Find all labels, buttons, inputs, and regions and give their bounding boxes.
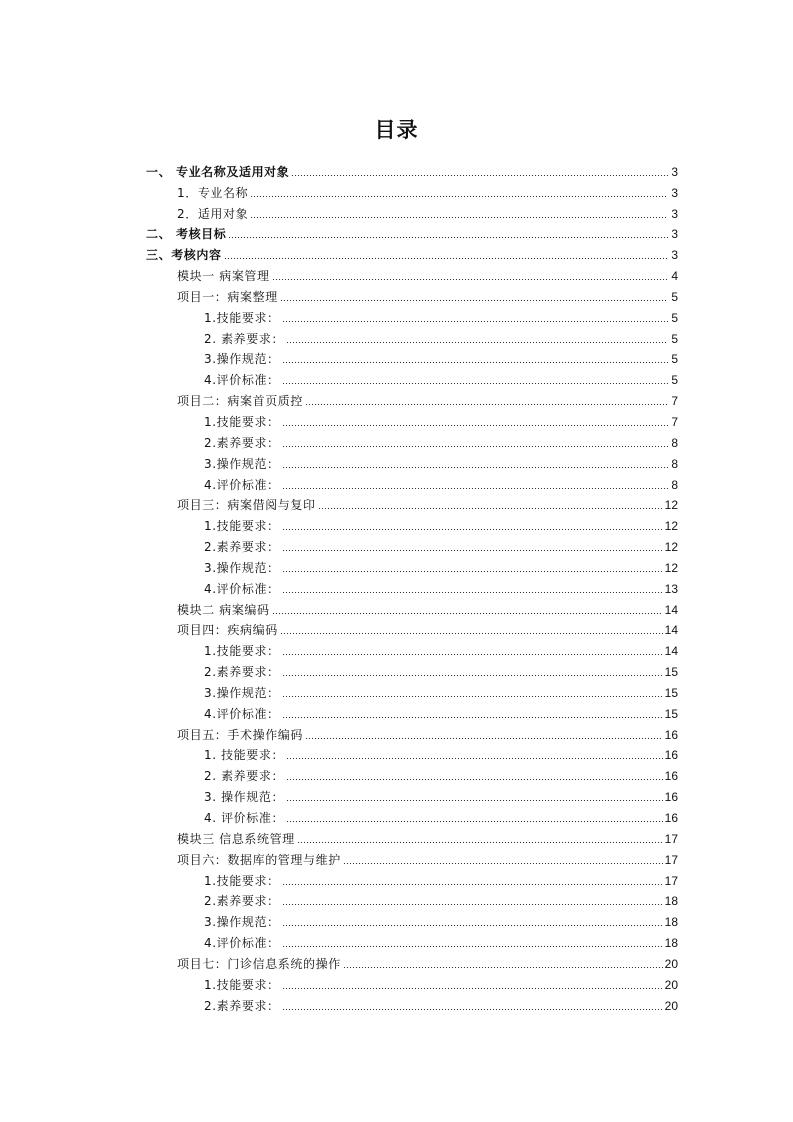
- toc-entry[interactable]: [146, 721, 678, 742]
- toc-entry-label: 4.评价标准：: [204, 581, 280, 596]
- toc-entry-label: 4.评价标准：: [204, 477, 280, 492]
- toc-page-number: 20: [664, 956, 678, 971]
- toc-entry[interactable]: [146, 575, 678, 596]
- toc-dot-leader: [280, 300, 668, 301]
- toc-entry-label: 2. 素养要求：: [204, 331, 285, 346]
- toc-entry[interactable]: [146, 533, 678, 554]
- toc-entry[interactable]: [146, 679, 678, 700]
- toc-entry-label: 1.技能要求：: [204, 414, 280, 429]
- toc-entry-label: 项目三：病案借阅与复印: [177, 498, 316, 513]
- toc-dot-leader: [286, 800, 663, 801]
- toc-entry[interactable]: [146, 617, 678, 638]
- toc-entry-label: 1.技能要求：: [204, 977, 280, 992]
- toc-page-number: 8: [671, 477, 678, 492]
- toc-dot-leader: [282, 988, 663, 989]
- toc-entry-label: 1. 技能要求：: [204, 748, 285, 763]
- toc-dot-leader: [291, 175, 668, 176]
- toc-page-number: 14: [664, 602, 678, 617]
- toc-dot-leader: [282, 446, 668, 447]
- toc-dot-leader: [282, 321, 668, 322]
- toc-page-number: 8: [671, 435, 678, 450]
- toc-entry[interactable]: [146, 888, 678, 909]
- toc-entry-label: 3.操作规范：: [204, 685, 280, 700]
- toc-entry[interactable]: [146, 554, 678, 575]
- toc-dot-leader: [250, 217, 668, 218]
- toc-dot-leader: [282, 425, 668, 426]
- toc-entry[interactable]: [146, 492, 678, 513]
- toc-entry-label: 2.素养要求：: [204, 435, 280, 450]
- toc-entry[interactable]: [146, 387, 678, 408]
- toc-page-number: 13: [664, 581, 678, 596]
- toc-page-number: 12: [664, 540, 678, 555]
- toc-page-number: 8: [671, 456, 678, 471]
- toc-page-number: 17: [664, 852, 678, 867]
- toc-entry[interactable]: [146, 658, 678, 679]
- toc-dot-leader: [318, 508, 663, 509]
- toc-entry[interactable]: [146, 408, 678, 429]
- toc-entry-label: 项目五：手术操作编码: [177, 727, 304, 742]
- toc-dot-leader: [282, 1009, 663, 1010]
- toc-page-number: 17: [664, 831, 678, 846]
- toc-entry-label: 1.技能要求：: [204, 310, 280, 325]
- toc-entry-label: 4.评价标准：: [204, 936, 280, 951]
- toc-entry-label: 3.操作规范：: [204, 456, 280, 471]
- toc-entry[interactable]: [146, 200, 678, 221]
- toc-entry-label: 项目四：疾病编码: [177, 623, 278, 638]
- toc-dot-leader: [282, 884, 663, 885]
- toc-page-number: 14: [664, 644, 678, 659]
- toc-dot-leader: [282, 696, 663, 697]
- toc-entry-label: 2．适用对象: [177, 206, 249, 221]
- toc-page-number: 16: [664, 769, 678, 784]
- toc-entry[interactable]: [146, 471, 678, 492]
- toc-entry[interactable]: [146, 908, 678, 929]
- toc-page-number: 18: [664, 894, 678, 909]
- toc-page-number: 16: [664, 790, 678, 805]
- toc-entry[interactable]: [146, 429, 678, 450]
- toc-dot-leader: [282, 592, 663, 593]
- toc-entry-label: 2.素养要求：: [204, 540, 280, 555]
- toc-entry[interactable]: [146, 366, 678, 387]
- toc-entry-label: 2.素养要求：: [204, 998, 280, 1013]
- toc-entry-label: 2.素养要求：: [204, 894, 280, 909]
- toc-entry[interactable]: [146, 221, 678, 242]
- toc-page-number: 3: [671, 227, 678, 242]
- toc-entry[interactable]: [146, 804, 678, 825]
- toc-dot-leader: [305, 404, 668, 405]
- toc-page-number: 15: [664, 685, 678, 700]
- toc-page-number: 5: [671, 289, 678, 304]
- toc-entry-label: 1.技能要求：: [204, 873, 280, 888]
- toc-entry-label: 项目六：数据库的管理与维护: [177, 852, 341, 867]
- toc-page-number: 15: [664, 665, 678, 680]
- toc-dot-leader: [282, 362, 668, 363]
- toc-dot-leader: [282, 675, 663, 676]
- toc-entry-label: 1．专业名称: [177, 185, 249, 200]
- toc-entry-label: 3. 操作规范：: [204, 790, 285, 805]
- toc-page-number: 16: [664, 811, 678, 825]
- toc-dot-leader: [282, 488, 668, 489]
- toc-dot-leader: [343, 967, 663, 968]
- toc-page-number: 12: [664, 560, 678, 575]
- toc-dot-leader: [286, 342, 668, 343]
- toc-page-number: 18: [664, 936, 678, 951]
- toc-entry[interactable]: [146, 596, 678, 617]
- toc-entry[interactable]: [146, 450, 678, 471]
- toc-entry[interactable]: [146, 325, 678, 346]
- toc-dot-leader: [282, 529, 663, 530]
- toc-dot-leader: [282, 550, 663, 551]
- toc-page-number: 16: [664, 727, 678, 742]
- toc-dot-leader: [297, 842, 663, 843]
- toc-entry-label: 4.评价标准：: [204, 373, 280, 388]
- toc-page-number: 7: [671, 414, 678, 429]
- toc-entry[interactable]: [146, 262, 678, 283]
- toc-entry[interactable]: [146, 929, 678, 950]
- toc-entry[interactable]: [146, 867, 678, 888]
- toc-entry[interactable]: [146, 825, 678, 846]
- toc-entry-label: 三、考核内容: [146, 248, 222, 263]
- toc-page-number: 16: [664, 748, 678, 763]
- toc-entry[interactable]: [146, 637, 678, 658]
- toc-page-number: 17: [664, 873, 678, 888]
- toc-entry-label: 二、 考核目标: [146, 227, 227, 242]
- toc-page-number: 20: [664, 998, 678, 1013]
- toc-dot-leader: [282, 467, 668, 468]
- toc-dot-leader: [282, 904, 663, 905]
- toc-page-number: 7: [671, 394, 678, 409]
- toc-entry[interactable]: [146, 512, 678, 533]
- toc-entry-label: 模块三 信息系统管理: [177, 831, 295, 846]
- toc-entry-label: 4.评价标准：: [204, 706, 280, 721]
- toc-page-number: 12: [664, 519, 678, 534]
- page-title: 目录: [374, 118, 419, 143]
- toc-dot-leader: [280, 633, 663, 634]
- toc-entry-label: 项目二：病案首页质控: [177, 394, 304, 409]
- toc-page-number: 3: [671, 185, 678, 200]
- toc-page-number: 20: [664, 977, 678, 992]
- toc-dot-leader: [282, 571, 663, 572]
- toc-page-number: 12: [664, 498, 678, 513]
- toc-entry-label: 一、 专业名称及适用对象: [146, 164, 290, 179]
- toc-entry-label: 3.操作规范：: [204, 915, 280, 930]
- toc-entry-label: 模块一 病案管理: [177, 269, 270, 284]
- toc-entry[interactable]: [146, 304, 678, 325]
- toc-dot-leader: [343, 863, 663, 864]
- toc-page-number: 5: [671, 373, 678, 388]
- toc-dot-leader: [282, 717, 663, 718]
- toc-entry[interactable]: [146, 783, 678, 804]
- toc-entry-label: 1.技能要求：: [204, 519, 280, 534]
- toc-dot-leader: [286, 758, 663, 759]
- toc-entry[interactable]: [146, 762, 678, 783]
- toc-entry[interactable]: [146, 241, 678, 262]
- table-of-contents: [146, 158, 678, 1013]
- toc-entry-label: 项目七：门诊信息系统的操作: [177, 956, 341, 971]
- toc-entry-label: 1.技能要求：: [204, 644, 280, 659]
- toc-page-number: 3: [671, 206, 678, 221]
- toc-dot-leader: [286, 821, 663, 822]
- toc-dot-leader: [282, 946, 663, 947]
- toc-dot-leader: [305, 738, 663, 739]
- toc-dot-leader: [282, 383, 668, 384]
- toc-page-number: 18: [664, 915, 678, 930]
- toc-entry-label: 项目一：病案整理: [177, 289, 278, 304]
- toc-dot-leader: [228, 237, 668, 238]
- toc-entry[interactable]: [146, 950, 678, 971]
- toc-entry[interactable]: [146, 992, 678, 1013]
- toc-entry-label: 2.素养要求：: [204, 665, 280, 680]
- toc-entry-label: 4. 评价标准：: [204, 811, 285, 825]
- toc-page-number: 5: [671, 331, 678, 346]
- toc-dot-leader: [286, 779, 663, 780]
- toc-dot-leader: [272, 279, 668, 280]
- toc-page-number: 3: [671, 164, 678, 179]
- toc-entry[interactable]: [146, 742, 678, 763]
- toc-entry[interactable]: [146, 283, 678, 304]
- toc-dot-leader: [272, 613, 663, 614]
- toc-entry-label: 3.操作规范：: [204, 560, 280, 575]
- toc-entry[interactable]: [146, 846, 678, 867]
- toc-page-number: 5: [671, 352, 678, 367]
- toc-dot-leader: [250, 196, 668, 197]
- toc-dot-leader: [282, 925, 663, 926]
- toc-page-number: 14: [664, 623, 678, 638]
- toc-page-number: 5: [671, 310, 678, 325]
- toc-dot-leader: [282, 654, 663, 655]
- toc-dot-leader: [224, 258, 668, 259]
- toc-entry[interactable]: [146, 179, 678, 200]
- toc-page-number: 3: [671, 248, 678, 263]
- toc-entry-label: 模块二 病案编码: [177, 602, 270, 617]
- toc-page-number: 4: [671, 269, 678, 284]
- toc-entry[interactable]: [146, 700, 678, 721]
- toc-entry-label: 2. 素养要求：: [204, 769, 285, 784]
- toc-entry[interactable]: [146, 158, 678, 179]
- toc-entry[interactable]: [146, 346, 678, 367]
- toc-entry-label: 3.操作规范：: [204, 352, 280, 367]
- toc-entry[interactable]: [146, 971, 678, 992]
- toc-page-number: 15: [664, 706, 678, 721]
